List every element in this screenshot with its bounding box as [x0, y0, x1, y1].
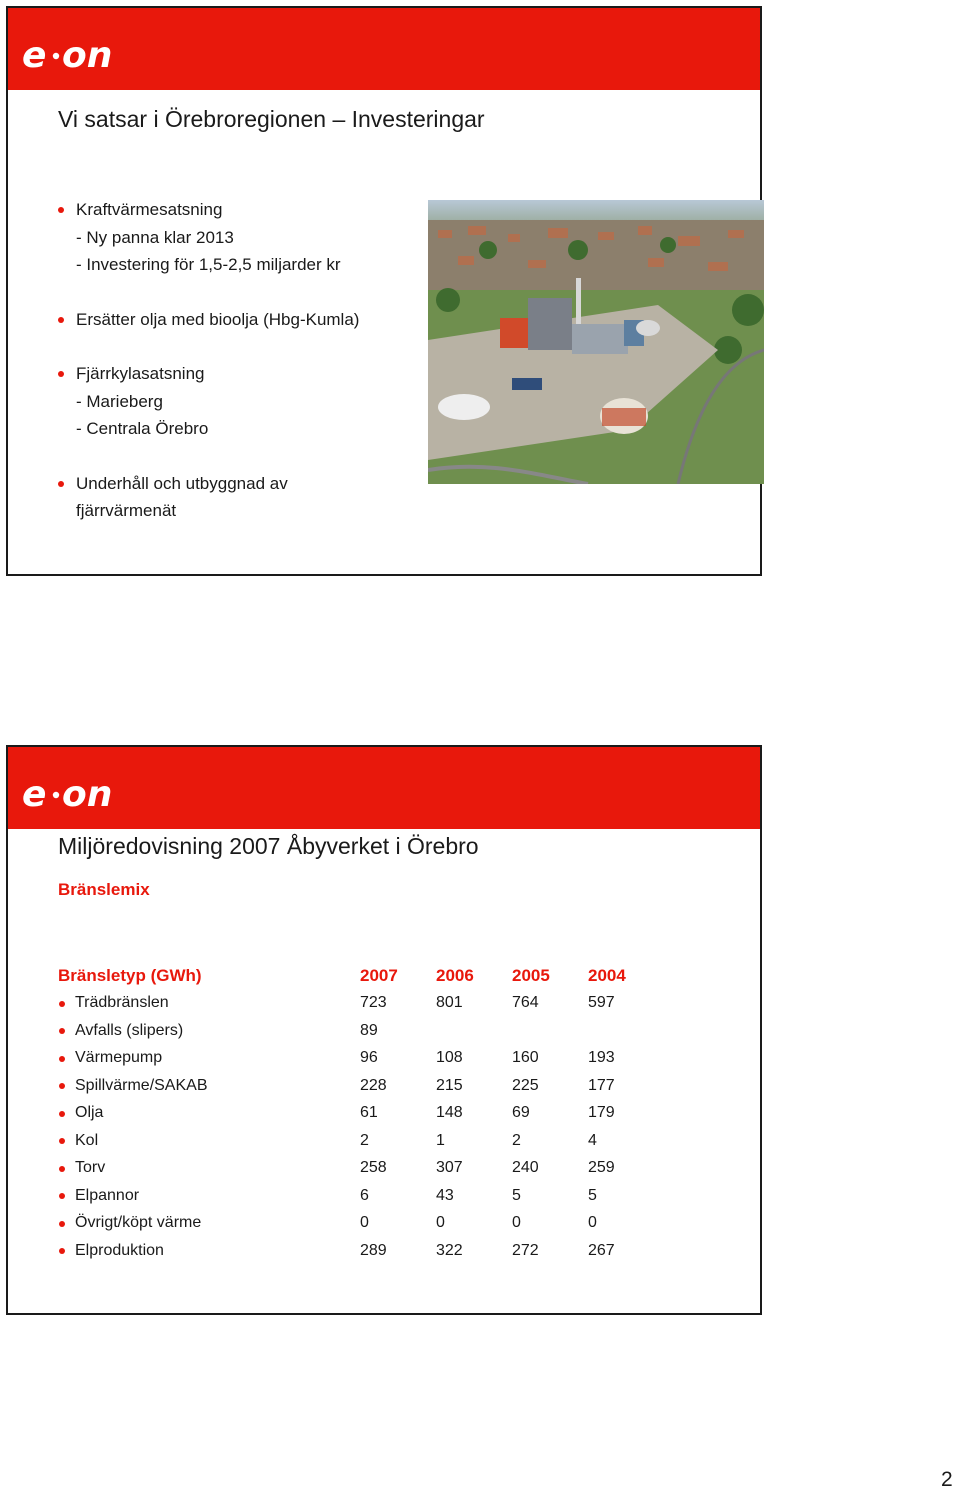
bullet-dot [59, 1166, 65, 1172]
fuel-type-cell [58, 1045, 360, 1073]
bullet-line: Ersätter olja med bioolja (Hbg-Kumla) [76, 309, 360, 329]
value-cell [436, 1017, 512, 1045]
value-cell: 0 [360, 1214, 369, 1232]
svg-text:on: on [62, 36, 113, 76]
brand-banner [8, 747, 760, 829]
table-row [58, 1237, 664, 1265]
page-number: 2 [941, 1468, 953, 1491]
value-cell: 96 [360, 1049, 378, 1067]
fuel-type-label: Värmepump [75, 1049, 163, 1067]
value-cell: 4 [588, 1131, 597, 1149]
bullet-dot [59, 1221, 65, 1227]
bullet-dot [59, 1193, 65, 1199]
value-cell: 764 [512, 994, 539, 1012]
fuel-type-label: Olja [75, 1104, 104, 1122]
bullet-item [58, 196, 418, 279]
value-cell: 0 [436, 1214, 445, 1232]
bullet-dot [59, 1083, 65, 1089]
value-cell: 215 [436, 1076, 463, 1094]
fuel-type-cell [58, 1072, 360, 1100]
value-cell: 89 [360, 1021, 378, 1039]
bullet-line: - Centrala Örebro [76, 419, 209, 438]
fuel-type-cell [58, 1155, 360, 1183]
value-cell: 43 [436, 1186, 454, 1204]
bullet-dot [59, 1248, 65, 1254]
bullet-dot [59, 1056, 65, 1062]
value-cell: 5 [588, 1186, 597, 1204]
bullet-line: - Marieberg [76, 391, 163, 411]
value-cell: 177 [588, 1076, 615, 1094]
value-cell: 289 [360, 1241, 387, 1259]
value-cell: 0 [512, 1214, 521, 1232]
column-header: 2007 [360, 965, 398, 985]
column-header: 2005 [512, 965, 550, 985]
value-cell: 240 [512, 1159, 539, 1177]
fuel-type-cell [58, 1237, 360, 1265]
value-cell: 2 [360, 1131, 369, 1149]
bullet-dot [58, 317, 64, 323]
value-cell: 193 [588, 1049, 615, 1067]
value-cell: 108 [436, 1049, 463, 1067]
bullet-dot [58, 371, 64, 377]
table-header-row [58, 962, 664, 990]
fuel-type-cell [58, 1017, 360, 1045]
svg-text:e: e [22, 775, 47, 815]
column-header: 2006 [436, 965, 474, 985]
fuel-mix-table [58, 962, 664, 1265]
slide-investments [6, 6, 762, 576]
value-cell: 322 [436, 1241, 463, 1259]
table-row [58, 1045, 664, 1073]
value-cell: 723 [360, 994, 387, 1012]
value-cell: 258 [360, 1159, 387, 1177]
fuel-type-label: Kol [75, 1131, 99, 1149]
value-cell: 148 [436, 1104, 463, 1122]
fuel-type-cell [58, 1100, 360, 1128]
value-cell: 0 [588, 1214, 597, 1232]
bullet-dot [59, 1138, 65, 1144]
fuel-type-label: Spillvärme/SAKAB [75, 1076, 208, 1094]
value-cell: 307 [436, 1159, 463, 1177]
bullet-dot [59, 1028, 65, 1034]
value-cell: 5 [512, 1186, 521, 1204]
value-cell: 1 [436, 1131, 445, 1149]
fuel-type-cell [58, 1210, 360, 1238]
value-cell: 179 [588, 1104, 615, 1122]
aerial-photo-power-plant [428, 200, 764, 484]
value-cell: 267 [588, 1241, 615, 1259]
table-row [58, 1072, 664, 1100]
value-cell [588, 1017, 664, 1045]
table-row [58, 1017, 664, 1045]
bullet-line: - Investering för 1,5-2,5 miljarder kr [76, 255, 341, 274]
value-cell: 597 [588, 994, 615, 1012]
fuel-type-cell [58, 1182, 360, 1210]
column-header: Bränsletyp (GWh) [58, 965, 202, 985]
value-cell: 69 [512, 1104, 530, 1122]
fuel-type-label: Elpannor [75, 1186, 140, 1204]
fuel-type-cell [58, 1127, 360, 1155]
svg-text:e: e [22, 36, 47, 76]
bullet-item [58, 306, 418, 334]
column-header: 2004 [588, 965, 626, 985]
value-cell: 259 [588, 1159, 615, 1177]
value-cell [512, 1017, 588, 1045]
value-cell: 801 [436, 994, 463, 1012]
bullet-list [58, 196, 418, 552]
table-row [58, 1100, 664, 1128]
bullet-item [58, 470, 418, 525]
bullet-line: - Ny panna klar 2013 [76, 227, 234, 247]
bullet-line: Kraftvärmesatsning [76, 200, 223, 219]
value-cell: 228 [360, 1076, 387, 1094]
slide-environment-report [6, 745, 762, 1315]
eon-logo [22, 36, 126, 76]
eon-logo [22, 775, 126, 815]
value-cell: 61 [360, 1104, 378, 1122]
fuel-type-label: Trädbränslen [75, 994, 169, 1012]
value-cell: 2 [512, 1131, 521, 1149]
table-row [58, 1210, 664, 1238]
bullet-line: Fjärrkylasatsning [76, 364, 205, 383]
table-row [58, 1155, 664, 1183]
fuel-type-label: Avfalls (slipers) [75, 1021, 184, 1039]
value-cell: 6 [360, 1186, 369, 1204]
section-subtitle: Bränslemix [58, 880, 150, 899]
bullet-line: Underhåll och utbyggnad av [76, 473, 288, 493]
bullet-dot [59, 1111, 65, 1117]
value-cell: 272 [512, 1241, 539, 1259]
svg-text:on: on [62, 775, 113, 815]
bullet-dot [58, 481, 64, 487]
fuel-type-cell [58, 990, 360, 1018]
slide-title: Vi satsar i Örebroregionen – Investeringar [58, 106, 485, 132]
table-row [58, 1182, 664, 1210]
slide-title: Miljöredovisning 2007 Åbyverket i Örebro [58, 833, 479, 859]
value-cell: 160 [512, 1049, 539, 1067]
bullet-line: fjärrvärmenät [76, 501, 177, 520]
table-row [58, 990, 664, 1018]
table-row [58, 1127, 664, 1155]
brand-banner [8, 8, 760, 90]
bullet-dot [59, 1001, 65, 1007]
value-cell: 225 [512, 1076, 539, 1094]
fuel-type-label: Torv [75, 1159, 106, 1177]
bullet-item [58, 360, 418, 443]
fuel-type-label: Elproduktion [75, 1241, 164, 1259]
bullet-dot [58, 207, 64, 213]
fuel-type-label: Övrigt/köpt värme [75, 1214, 202, 1232]
